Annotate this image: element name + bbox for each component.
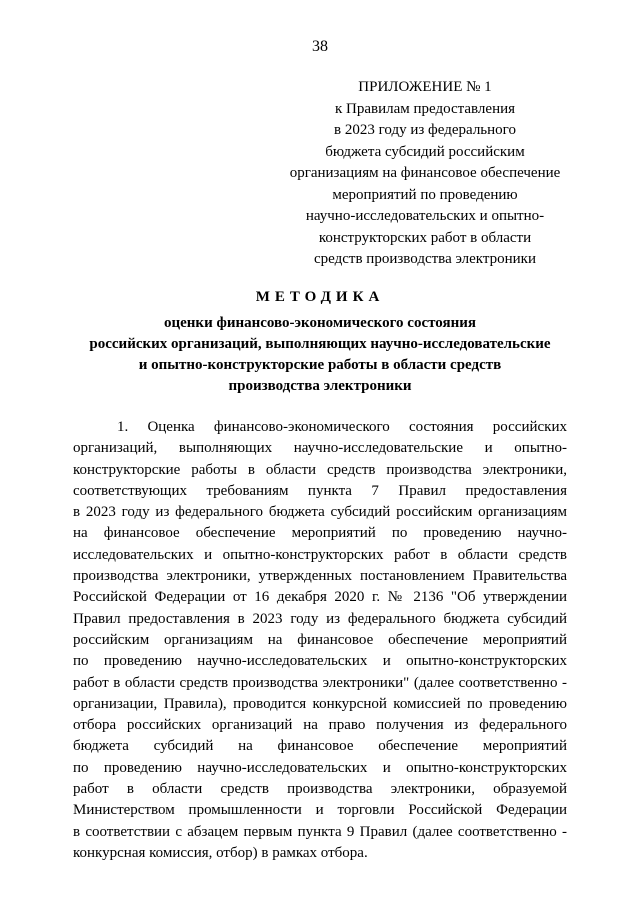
appendix-line: бюджета субсидий российским <box>325 143 525 160</box>
document-title: МЕТОДИКА <box>255 289 385 305</box>
paragraph-line: по проведению научно-исследовательских и опытно-конструкторских <box>73 759 567 776</box>
page-number: 38 <box>312 38 328 55</box>
appendix-line: организациям на финансовое обеспечение <box>289 165 561 181</box>
paragraph-line: работ в области средств производства электроники, образуемой <box>73 781 567 798</box>
paragraph-line: Правил предоставления в 2023 году из федерального бюджета субсидий <box>73 610 567 627</box>
paragraph-line: Министерством промышленности и торговли Российской Федерации <box>73 802 567 819</box>
appendix-line: в 2023 году из федерального <box>334 122 516 138</box>
paragraph-line: исследовательских и опытно-конструкторских работ в области средств <box>73 546 567 563</box>
appendix-line: научно-исследовательских и опытно- <box>305 208 545 224</box>
appendix-block <box>265 77 585 271</box>
paragraph-line: российским организациям на финансовое обеспечение мероприятий <box>73 631 567 648</box>
subtitle-line: производства электроники <box>228 378 412 394</box>
paragraph-line: в соответствии с абзацем первым пункта 9 Правил (далее соответственно - <box>73 823 567 840</box>
appendix-heading: ПРИЛОЖЕНИЕ № 1 <box>358 79 492 95</box>
subtitle-line: оценки финансово-экономического состояния <box>163 315 476 331</box>
appendix-line: мероприятий по проведению <box>332 186 518 203</box>
paragraph-line: отбора российских организаций на право получения из федерального <box>73 717 567 734</box>
paragraph-line: работ в области средств производства электроники" (далее соответственно - <box>73 674 567 691</box>
document-subtitle <box>60 313 580 397</box>
appendix-line: средств производства электроники <box>314 251 536 267</box>
paragraph-line: 1. Оценка финансово-экономического состояния российских <box>117 419 567 435</box>
paragraph-line: конкурсная комиссия, отбор) в рамках отбора. <box>73 844 368 861</box>
appendix-line: конструкторских работ в области <box>318 229 532 246</box>
subtitle-line: и опытно-конструкторские работы в области средств <box>138 357 502 373</box>
paragraph-line: организации, Правила), проводится конкурсной комиссией по проведению <box>73 695 567 712</box>
paragraph-1 <box>73 417 567 864</box>
paragraph-line: организаций, выполняющих научно-исследовательские и опытно- <box>73 440 567 457</box>
paragraph-line: соответствующих требованиям пункта 7 Правил предоставления <box>73 482 567 499</box>
paragraph-line: бюджета субсидий на финансовое обеспечение мероприятий <box>73 738 567 755</box>
paragraph-line: в 2023 году из федерального бюджета субсидий российским организациям <box>73 504 567 521</box>
paragraph-line: на финансовое обеспечение мероприятий по проведению научно- <box>73 525 567 542</box>
paragraph-line: Российской Федерации от 16 декабря 2020 г. № 2136 "Об утверждении <box>73 589 567 606</box>
paragraph-line: по проведению научно-исследовательских и опытно-конструкторских <box>73 653 567 670</box>
paragraph-line: производства электроники, утвержденных постановлением Правительства <box>73 568 567 585</box>
appendix-line: к Правилам предоставления <box>334 100 516 117</box>
paragraph-line: конструкторские работы в области средств производства электроники, <box>73 461 567 478</box>
subtitle-line: российских организаций, выполняющих научно-исследовательские <box>89 336 551 352</box>
